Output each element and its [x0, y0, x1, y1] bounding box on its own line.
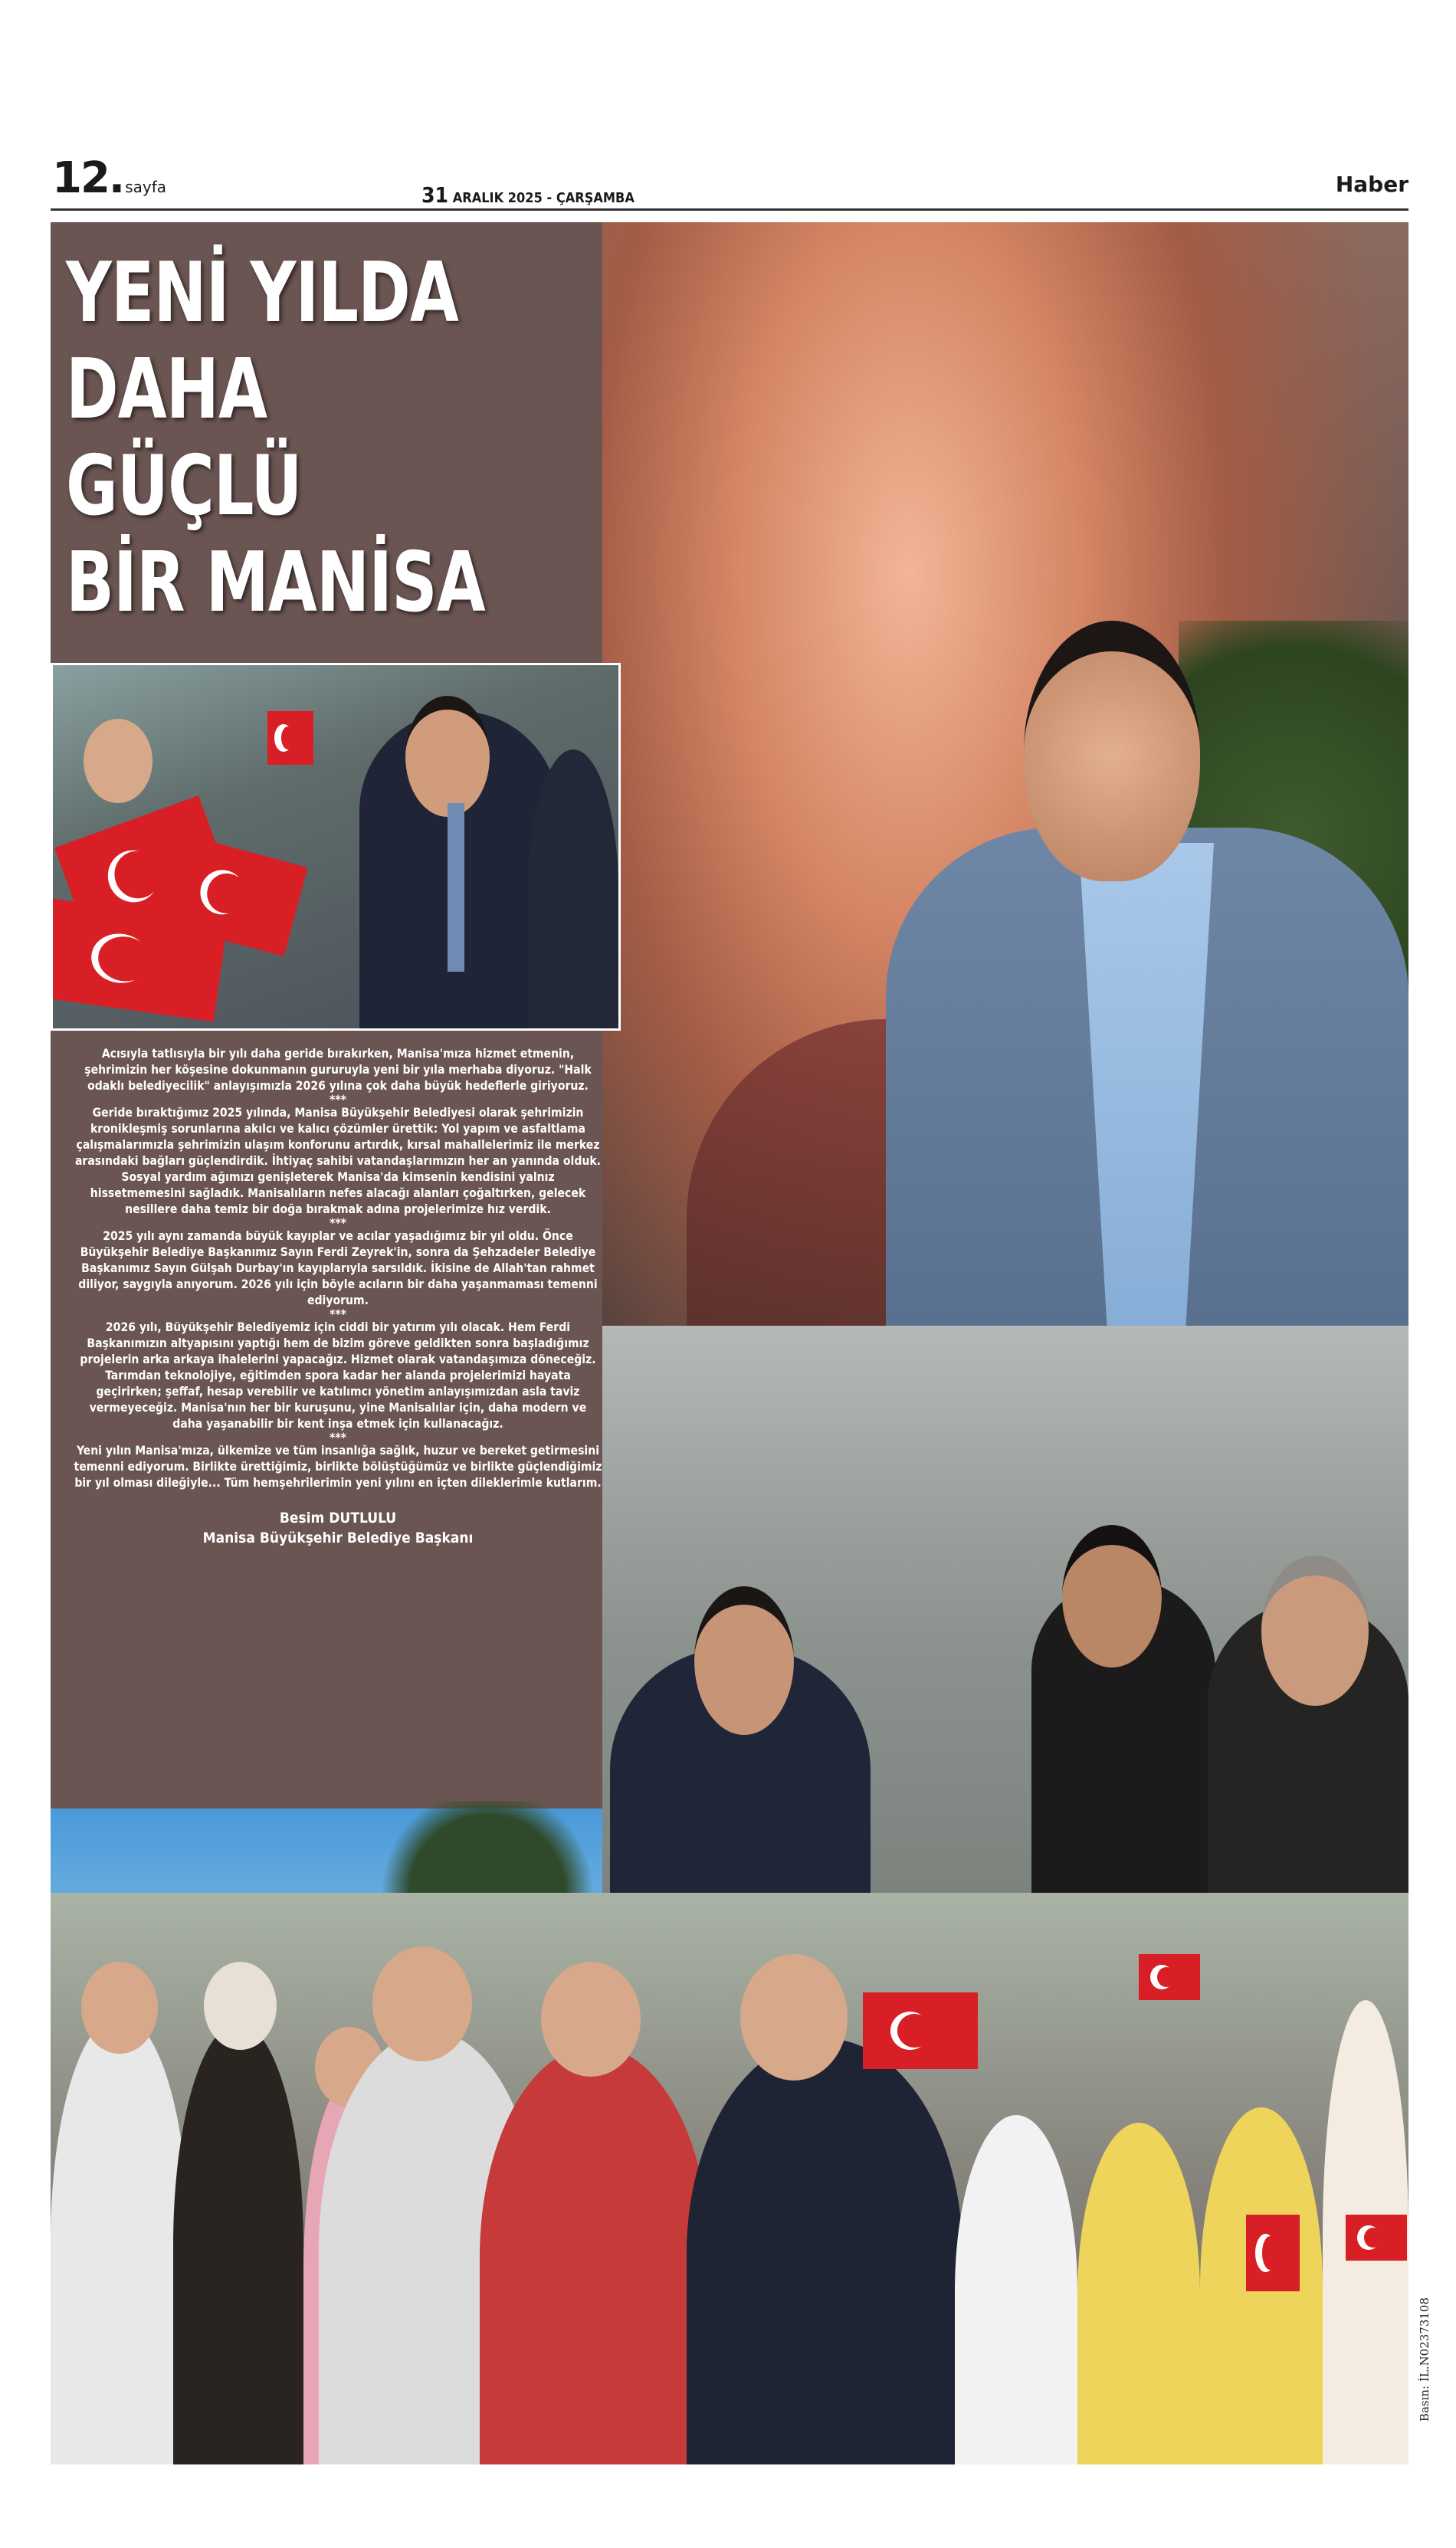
headline-line: YENİ YILDA: [66, 245, 458, 341]
issue-date: [421, 182, 635, 208]
paragraph: 2025 yılı aynı zamanda büyük kayıplar ve acılar yaşadığımız bir yıl oldu. Önce Büyükşehir Belediye Başkanımız Sayın Ferdi Zeyrek'in, sonra da Şehzadeler Belediye Başkanımız Sayın Gülşah Durbay'ın kayıplarıyla sarsıldık. İkisine de Allah'tan rahmet diliyor, saygıyla anıyorum. 2026 yılı için böyle acıların bir daha yaşanmaması temenni ediyorum.: [78, 1229, 598, 1307]
signature-title: Manisa Büyükşehir Belediye Başkanı: [202, 1530, 474, 1546]
inset-photo: [51, 663, 621, 1031]
separator: ***: [330, 1216, 346, 1230]
separator: ***: [330, 1093, 346, 1107]
paragraph: Acısıyla tatlısıyla bir yılı daha geride bırakırken, Manisa'mıza hizmet etmenin, şehrimizin her köşesine dokunmanın gururuyla yeni bir yıla merhaba diyoruz. "Halk odaklı belediyecilik" anlayışımızla 2026 yılına çok daha büyük hedeflerle giriyoruz.: [84, 1047, 592, 1093]
crowd-photo: [51, 1893, 1408, 2464]
flag-icon: [863, 1992, 978, 2069]
headline: [66, 245, 522, 631]
signature-name: Besim DUTLULU: [279, 1510, 397, 1527]
print-imprint: Basın: İL.N02373108: [1418, 2297, 1431, 2422]
signature: [74, 1508, 602, 1548]
page-word: sayfa: [125, 178, 167, 196]
flag-icon: [1346, 2215, 1407, 2261]
date-rest: ARALIK 2025 - ÇARŞAMBA: [452, 190, 635, 206]
paragraph: 2026 yılı, Büyükşehir Belediyemiz için ciddi bir yatırım yılı olacak. Hem Ferdi Başkanımızın altyapısını yaptığı hem de bizim göreve geldikten sonra başladığımız projelerin arka arkaya ihalelerini yapacağız. Hizmet olarak vatandaşımıza döneceğiz. Tarımdan teknolojiye, eğitimden spora kadar her alanda projelerimizi hayata geçirirken; şeffaf, hesap verebilir ve katılımcı yönetim anlayışımızdan asla taviz vermeyeceğiz. Manisa'nın her bir kuruşunu, yine Manisalılar için, daha modern ve daha yaşanabilir bir kent inşa etmek için kullanacağız.: [80, 1320, 596, 1431]
date-day: 31: [421, 182, 449, 208]
headline-line: BİR MANİSA: [66, 535, 485, 631]
article-body: [74, 1046, 602, 1548]
header-divider: [51, 208, 1408, 211]
page-number: 12. sayfa: [52, 153, 167, 203]
flag-icon: [1246, 2215, 1300, 2291]
flag-icon: [267, 711, 313, 765]
paragraph: Yeni yılın Manisa'mıza, ülkemize ve tüm insanlığa sağlık, huzur ve bereket getirmesini temenni ediyorum. Birlikte ürettiğimiz, birlikte bölüştüğümüz ve birlikte güçlendiğimiz bir yıl olması dileğiyle... Tüm hemşehrilerimin yeni yılını en içten dileklerimle kutlarım.: [74, 1444, 602, 1490]
photo-collage: [51, 222, 1408, 2464]
headline-line: DAHA GÜÇLÜ: [66, 342, 302, 534]
section-label: Haber: [1335, 172, 1408, 197]
separator: ***: [330, 1431, 346, 1445]
paragraph: Geride bıraktığımız 2025 yılında, Manisa Büyükşehir Belediyesi olarak şehrimizin kronikleşmiş sorunlarına akılcı ve kalıcı çözümler ürettik: Yol yapım ve asfaltlama çalışmalarımızla şehrimizin ulaşım konforunu artırdık, kırsal mahallelerimiz ile merkez arasındaki bağları güçlendirdik. İhtiyaç sahibi vatandaşlarımızın her an yanında olduk. Sosyal yardım ağımızı genişleterek Manisa'da kimsenin kendisini yalnız hissetmemesini sağladık. Manisalıların nefes alacağı alanları çoğaltırken, gelecek nesillere daha temiz bir doğa bırakmak adına projelerimize hız verdik.: [74, 1106, 602, 1216]
separator: ***: [330, 1307, 346, 1321]
flag-icon: [1139, 1954, 1200, 2000]
